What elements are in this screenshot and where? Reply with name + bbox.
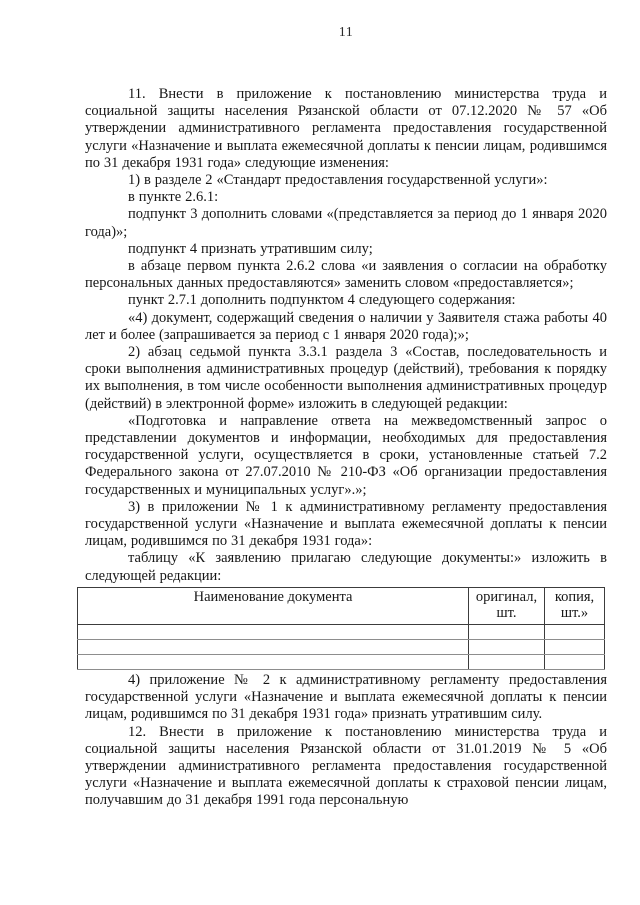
paragraph-subpoint-4: подпункт 4 признать утратившим силу;: [128, 240, 373, 257]
table-empty-cell: [78, 654, 469, 669]
table-empty-rows: [78, 624, 605, 669]
table-empty-cell: [469, 654, 545, 669]
paragraph-item-12-intro: 12. Внести в приложение к постановлению министерства труда и социальной защиты населения Рязанской области от 31.01.2019 № 5 «Об утверждении административного регламента предоставления государственной услуги «Назначение и выплата ежемесячной доплаты к страховой пенсии лицам, получавшим до 31 декабря 1991 года персональную: [85, 723, 607, 809]
documents-table: [77, 587, 605, 670]
table-header-original-count: оригинал, шт.: [469, 587, 545, 624]
table-empty-cell: [469, 624, 545, 639]
paragraph-point-261: в пункте 2.6.1:: [128, 189, 219, 206]
table-header-copy-count: копия, шт.»: [545, 587, 605, 624]
table-empty-cell: [545, 639, 605, 654]
table-empty-cell: [545, 654, 605, 669]
paragraph-point-262: в абзаце первом пункта 2.6.2 слова «и заявления о согласии на обработку персональных данных предоставляются» заменить словом «предоставляется»;: [85, 258, 607, 292]
paragraph-change-3: 3) в приложении № 1 к административному регламенту предоставления государственной услуги «Назначение и выплата ежемесячной доплаты к пенсии лицам, родившимся по 31 декабря 1931 года»:: [85, 498, 607, 550]
table-header-document-name: Наименование документа: [78, 587, 469, 624]
paragraph-new-wording: «Подготовка и направление ответа на межведомственный запрос о представлении документов и информации, необходимых для предоставления государственной услуги, осуществляется в сроки, установленные статьей 7.2 Федерального закона от 27.07.2010 № 210-ФЗ «Об организации предоставления государственных и муниципальных услуг».»;: [85, 412, 607, 498]
table-header-row: [78, 587, 605, 624]
table-empty-cell: [545, 624, 605, 639]
table-empty-cell: [78, 639, 469, 654]
table-empty-row: [78, 654, 605, 669]
table-empty-row: [78, 639, 605, 654]
paragraph-item-11-intro: 11. Внести в приложение к постановлению министерства труда и социальной защиты населения Рязанской области от 07.12.2020 № 57 «Об утверждении административного регламента предоставления государственной услуги «Назначение и выплата ежемесячной доплаты к пенсии лицам, родившимся по 31 декабря 1931 года» следующие изменения:: [85, 86, 607, 171]
table-empty-cell: [78, 624, 469, 639]
paragraph-point-271: пункт 2.7.1 дополнить подпунктом 4 следующего содержания:: [128, 292, 516, 309]
paragraph-change-1: 1) в разделе 2 «Стандарт предоставления государственной услуги»:: [128, 172, 548, 189]
table-empty-row: [78, 624, 605, 639]
paragraph-new-subpoint-4: «4) документ, содержащий сведения о наличии у Заявителя стажа работы 40 лет и более (запрашивается за период с 1 января 2020 года);»;: [85, 309, 607, 343]
table-empty-cell: [469, 639, 545, 654]
paragraph-subpoint-3: подпункт 3 дополнить словами «(представляется за период до 1 января 2020 года)»;: [85, 206, 607, 240]
paragraph-change-4: 4) приложение № 2 к административному регламенту предоставления государственной услуги «Назначение и выплата ежемесячной доплаты к пенсии лицам, родившимся по 31 декабря 1931 года» признать утратившим силу.: [85, 671, 607, 723]
document-content: [85, 86, 607, 810]
page-number: 11: [338, 25, 354, 40]
paragraph-change-2: 2) абзац седьмой пункта 3.3.1 раздела 3 «Состав, последовательность и сроки выполнения административных процедур (действий), требования к порядку их выполнения, в том числе особенности выполнения административных процедур (действий) в электронной форме» изложить в следующей редакции:: [85, 344, 607, 412]
paragraph-table-intro: таблицу «К заявлению прилагаю следующие документы:» изложить в следующей редакции:: [85, 550, 607, 584]
